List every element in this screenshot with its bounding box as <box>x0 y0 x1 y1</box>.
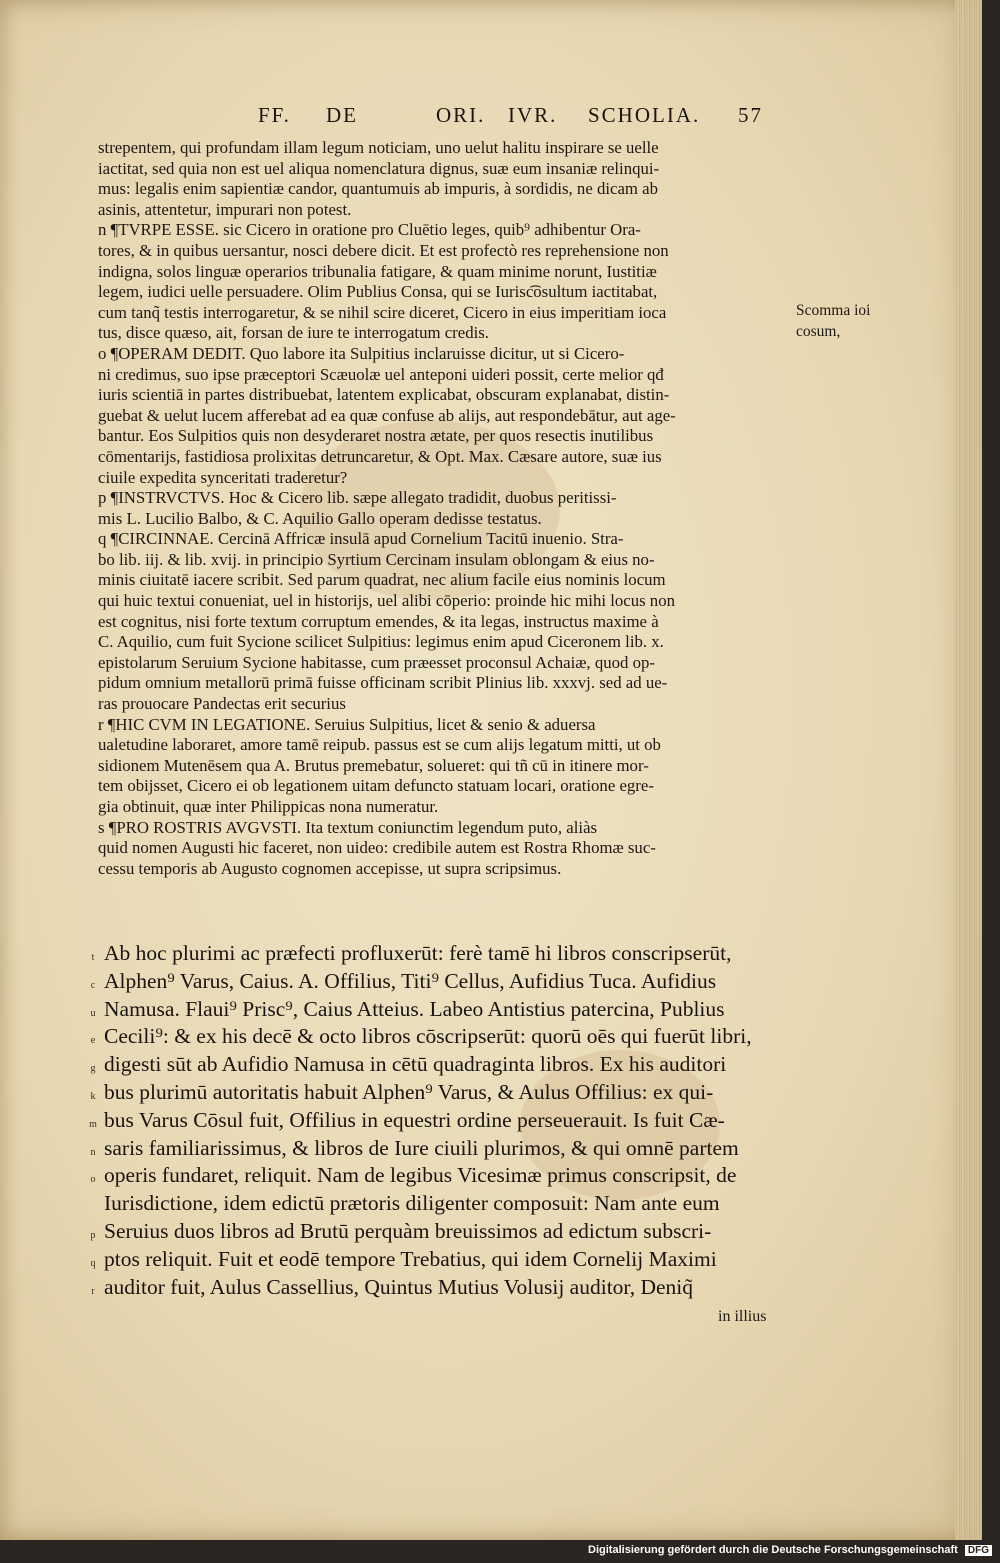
commentary-line: qui huic textui conueniat, uel in historijs, uel alibi cōperio: proinde hic mihi locus non <box>98 591 675 611</box>
commentary-line: pidum omnium metallorū primā fuisse officinam scribit Plinius lib. xxxvj. sed ad ue- <box>98 673 668 693</box>
commentary-line: sidionem Mutenēsem qua A. Brutus premebatur, solueret: qui tñ cū in itinere mor- <box>98 755 649 775</box>
margin-letter: p <box>90 1229 96 1241</box>
commentary-line: gia obtinuit, quæ inter Philippicas nona numeratur. <box>98 797 439 816</box>
main-text-line: ptos reliquit. Fuit et eodē tempore Trebatius, qui idem Cornelij Maximi <box>104 1246 717 1271</box>
main-text-line: bus plurimū autoritatis habuit Alphen⁹ Varus, & Aulus Offilius: ex qui- <box>104 1079 714 1104</box>
commentary-line: ras prouocare Pandectas erit securius <box>98 694 346 714</box>
commentary-line: cessu temporis ab Augusto cognomen accepisse, ut supra scripsimus. <box>98 858 562 878</box>
commentary-line: guebat & uelut lucem afferebat ad ea quæ confuse ab alijs, aut respondebātur, aut age- <box>98 405 676 425</box>
main-text-block <box>104 940 794 1301</box>
commentary-line: o ¶OPERAM DEDIT. Quo labore ita Sulpitius inclaruisse dicitur, ut si Cicero- <box>98 343 625 363</box>
commentary-line: bantur. Eos Sulpitios quis non desyderaret nostra ætate, per quos resectis inutilibus <box>98 426 654 446</box>
digitization-credit <box>588 1544 992 1556</box>
margin-letter <box>84 1194 102 1222</box>
margin-letter: r <box>91 1285 95 1297</box>
commentary-line: ualetudine laboraret, amore tamē reipub. passus est se cum alijs legatum mitti, ut ob <box>98 735 661 755</box>
commentary-line: strepentem, qui profundam illam legum noticiam, uno uelut halitu inspirare se uelle <box>98 138 659 157</box>
commentary-line: tem obijsset, Cicero ei ob legationem uitam defuncto statuam locari, oratione egre- <box>98 776 654 796</box>
commentary-line: tores, & in quibus uersantur, nosci debere dicit. Et est profectò res reprehensione non <box>98 240 669 260</box>
commentary-block <box>98 138 793 879</box>
commentary-line: minis ciuitatē iacere scribit. Sed parum quadrat, nec alium facile eius nominis locum <box>98 570 666 590</box>
header-part: ORI. <box>436 103 486 127</box>
margin-letter: q <box>90 1257 96 1269</box>
page-fore-edge <box>955 0 982 1540</box>
commentary-line: cum tanq̃ testis interrogaretur, & se nihil scire diceret, Cicero in eius imperitiam ioca <box>98 302 667 322</box>
commentary-line: iuris scientiā in partes distribuebat, latentem explicabat, obscuram explanabat, distin- <box>98 385 670 405</box>
marginal-note-line: cosum, <box>796 323 841 340</box>
commentary-line: n ¶TVRPE ESSE. sic Cicero in oratione pro Cluētio leges, quib⁹ adhibentur Ora- <box>98 220 641 240</box>
page-number: 57 <box>738 103 763 127</box>
main-text-line: Alphen⁹ Varus, Caius. A. Offilius, Titi⁹ Cellus, Aufidius Tuca. Aufidius <box>104 968 717 993</box>
main-text-line: Cecili⁹: & ex his decē & octo libros cōscripserūt: quorū oēs qui fuerūt libri, <box>104 1024 752 1049</box>
marginal-note <box>796 300 916 342</box>
commentary-line: p ¶INSTRVCTVS. Hoc & Cicero lib. sæpe allegato tradidit, duobus peritissi- <box>98 488 617 508</box>
running-header <box>258 103 803 133</box>
margin-letter: k <box>90 1090 96 1102</box>
header-part: DE <box>326 103 358 127</box>
commentary-line: ciuile expedita synceritati traderetur? <box>98 467 348 487</box>
main-text-line: Seruius duos libros ad Brutū perquàm breuissimos ad edictum subscri- <box>104 1218 712 1243</box>
commentary-line: indigna, solos linguæ operarios tribunalia fatigare, & quam minime norunt, Iustitiæ <box>98 261 657 281</box>
main-text-line: Iurisdictione, idem edictū prætoris diligenter composuit: Nam ante eum <box>104 1191 720 1216</box>
margin-letter: n <box>90 1146 96 1158</box>
margin-letter: t <box>91 952 95 963</box>
commentary-line: q ¶CIRCINNAE. Cercinā Affricæ insulā apud Cornelium Tacitū inuenio. Stra- <box>98 529 624 549</box>
main-text-line: operis fundaret, reliquit. Nam de legibus Vicesimæ primus conscripsit, de <box>104 1163 737 1188</box>
commentary-line: ni credimus, suo ipse præceptori Scæuolæ uel anteponi uideri possit, certe melior qđ <box>98 364 664 384</box>
main-text-line: auditor fuit, Aulus Cassellius, Quintus Mutius Volusij auditor, Deniq̃ <box>104 1274 694 1299</box>
margin-letter: m <box>89 1118 97 1130</box>
commentary-line: mus: legalis enim sapientiæ candor, quantumuis ab impuris, à sordidis, ne dicam ab <box>98 179 659 199</box>
header-part: IVR. <box>508 103 558 127</box>
commentary-line: iactitat, sed quia non est uel aliqua nomenclatura dignus, suæ eum insaniæ relinqui- <box>98 158 660 178</box>
main-text-line: bus Varus Cōsul fuit, Offilius in equestri ordine perseuerauit. Is fuit Cæ- <box>104 1107 725 1132</box>
margin-letter: e <box>90 1035 96 1047</box>
commentary-line: quid nomen Augusti hic faceret, non uideo: credibile autem est Rostra Rhomæ suc- <box>98 838 656 858</box>
header-part: FF. <box>258 103 291 127</box>
marginal-note-line: Scomma ioi <box>796 302 871 319</box>
commentary-line: mis L. Lucilio Balbo, & C. Aquilio Gallo operam dedisse testatus. <box>98 508 542 528</box>
commentary-line: asinis, attentetur, impurari non potest. <box>98 199 352 219</box>
commentary-line: cōmentarijs, fastidiosa prolixitas detruncaretur, & Opt. Max. Cæsare autore, suæ ius <box>98 446 662 466</box>
margin-letter: o <box>90 1174 96 1186</box>
margin-reference-letters <box>84 944 102 1305</box>
catchword: in illius <box>718 1308 767 1325</box>
main-text-line: Namusa. Flaui⁹ Prisc⁹, Caius Atteius. Labeo Antistius patercina, Publius <box>104 996 725 1021</box>
digitization-credit-text: Digitalisierung gefördert durch die Deutsche Forschungsgemeinschaft <box>588 1544 958 1556</box>
commentary-line: est cognitus, nisi forte textum corruptum emendes, & ita legas, instructus maxime à <box>98 611 659 631</box>
commentary-line: bo lib. iij. & lib. xvij. in principio Syrtium Cercinam insulam oblongam & eius no- <box>98 549 655 569</box>
commentary-line: C. Aquilio, cum fuit Sycione scilicet Sulpitius: legimus enim apud Ciceronem lib. x. <box>98 632 664 652</box>
dfg-logo: DFG <box>965 1545 992 1556</box>
commentary-line: legem, iudici uelle persuadere. Olim Publius Consa, qui se Iurisc͡osultum iactitabat, <box>98 282 658 302</box>
header-part: SCHOLIA. <box>588 103 701 127</box>
margin-letter: g <box>90 1063 96 1075</box>
margin-letter: c <box>90 979 96 991</box>
main-text-line: saris familiarissimus, & libros de Iure ciuili plurimos, & qui omnē partem <box>104 1135 739 1160</box>
margin-letter: u <box>90 1007 96 1019</box>
commentary-line: tus, disce quæso, ait, forsan de iure te interrogatum credis. <box>98 323 489 343</box>
main-text-line: Ab hoc plurimi ac præfecti profluxerūt: ferè tamē hi libros conscripserūt, <box>104 941 732 965</box>
commentary-line: s ¶PRO ROSTRIS AVGVSTI. Ita textum coniunctim legendum puto, aliàs <box>98 817 598 837</box>
commentary-line: epistolarum Seruium Sycione habitasse, cum præesset proconsul Achaiæ, quod op- <box>98 652 655 672</box>
commentary-line: r ¶HIC CVM IN LEGATIONE. Seruius Sulpitius, licet & senio & aduersa <box>98 714 596 734</box>
main-text-line: digesti sūt ab Aufidio Namusa in cētū quadraginta libros. Ex his auditori <box>104 1052 727 1077</box>
